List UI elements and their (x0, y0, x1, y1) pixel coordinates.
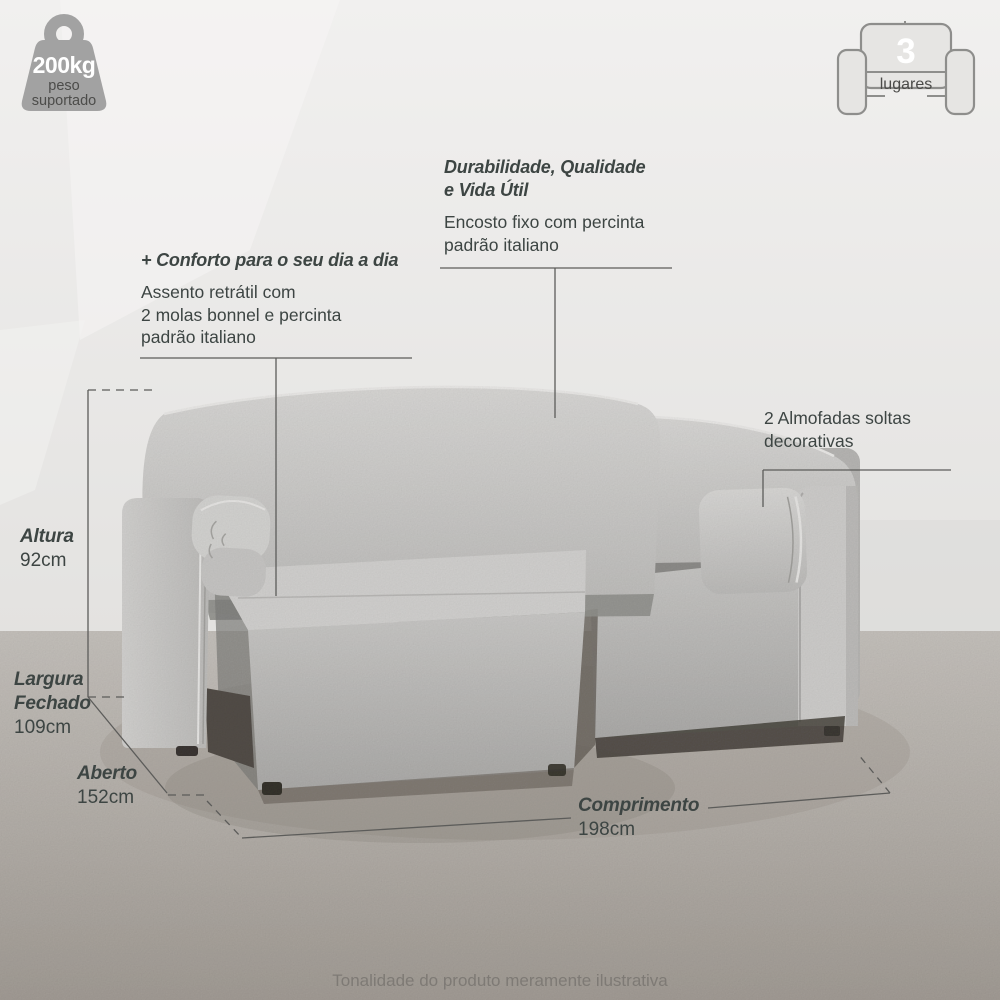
weight-value: 200kg (32, 52, 96, 78)
right-arm-pillow (698, 487, 808, 595)
length-value: 198cm (578, 819, 636, 840)
weight-caption-line2: suportado (31, 93, 97, 109)
durability-body-line2: padrão italiano (444, 234, 559, 255)
comfort-callout (141, 249, 398, 349)
pillows-line1: 2 Almofadas soltas (764, 408, 911, 428)
pillows-callout (764, 407, 911, 452)
width-open-value: 152cm (77, 787, 135, 808)
durability-title-line2: e Vida Útil (444, 180, 529, 200)
right-module-foot (824, 726, 840, 736)
weight-caption-line1: peso (48, 78, 80, 94)
weight-capacity-badge (12, 10, 116, 114)
seat-count-value: 3 (896, 32, 916, 71)
width-closed-label-line2: Fechado (14, 693, 91, 714)
comfort-body-line1: Assento retrátil com (141, 282, 296, 302)
width-closed-label-line1: Largura (14, 669, 84, 690)
pillows-line2: decorativas (764, 430, 854, 451)
chaise-foot-left (262, 782, 282, 795)
disclaimer-note: Tonalidade do produto meramente ilustrativa (332, 971, 668, 990)
wall-corner-shade (855, 520, 1000, 640)
width-closed-dimension (14, 668, 91, 740)
comfort-body-line2: 2 molas bonnel e percinta (141, 304, 342, 325)
durability-title-line1: Durabilidade, Qualidade (444, 157, 646, 177)
width-closed-value: 109cm (14, 717, 72, 738)
length-label: Comprimento (578, 795, 700, 816)
chaise-foot-right (548, 764, 566, 776)
comfort-body-line3: padrão italiano (141, 327, 256, 347)
right-arm-shade (846, 486, 858, 726)
comfort-title: + Conforto para o seu dia a dia (141, 250, 399, 270)
length-dimension (578, 794, 699, 842)
durability-body-line1: Encosto fixo com percinta (444, 212, 645, 232)
left-arm-foot (176, 746, 198, 756)
width-open-label: Aberto (77, 763, 138, 784)
height-value: 92cm (20, 550, 67, 571)
durability-callout (444, 156, 645, 256)
seat-count-label: lugares (879, 76, 933, 93)
chaise-front (248, 612, 585, 790)
seat-count-badge (832, 8, 980, 118)
height-label: Altura (20, 526, 74, 547)
width-open-dimension (77, 762, 137, 810)
height-dimension (20, 525, 74, 573)
